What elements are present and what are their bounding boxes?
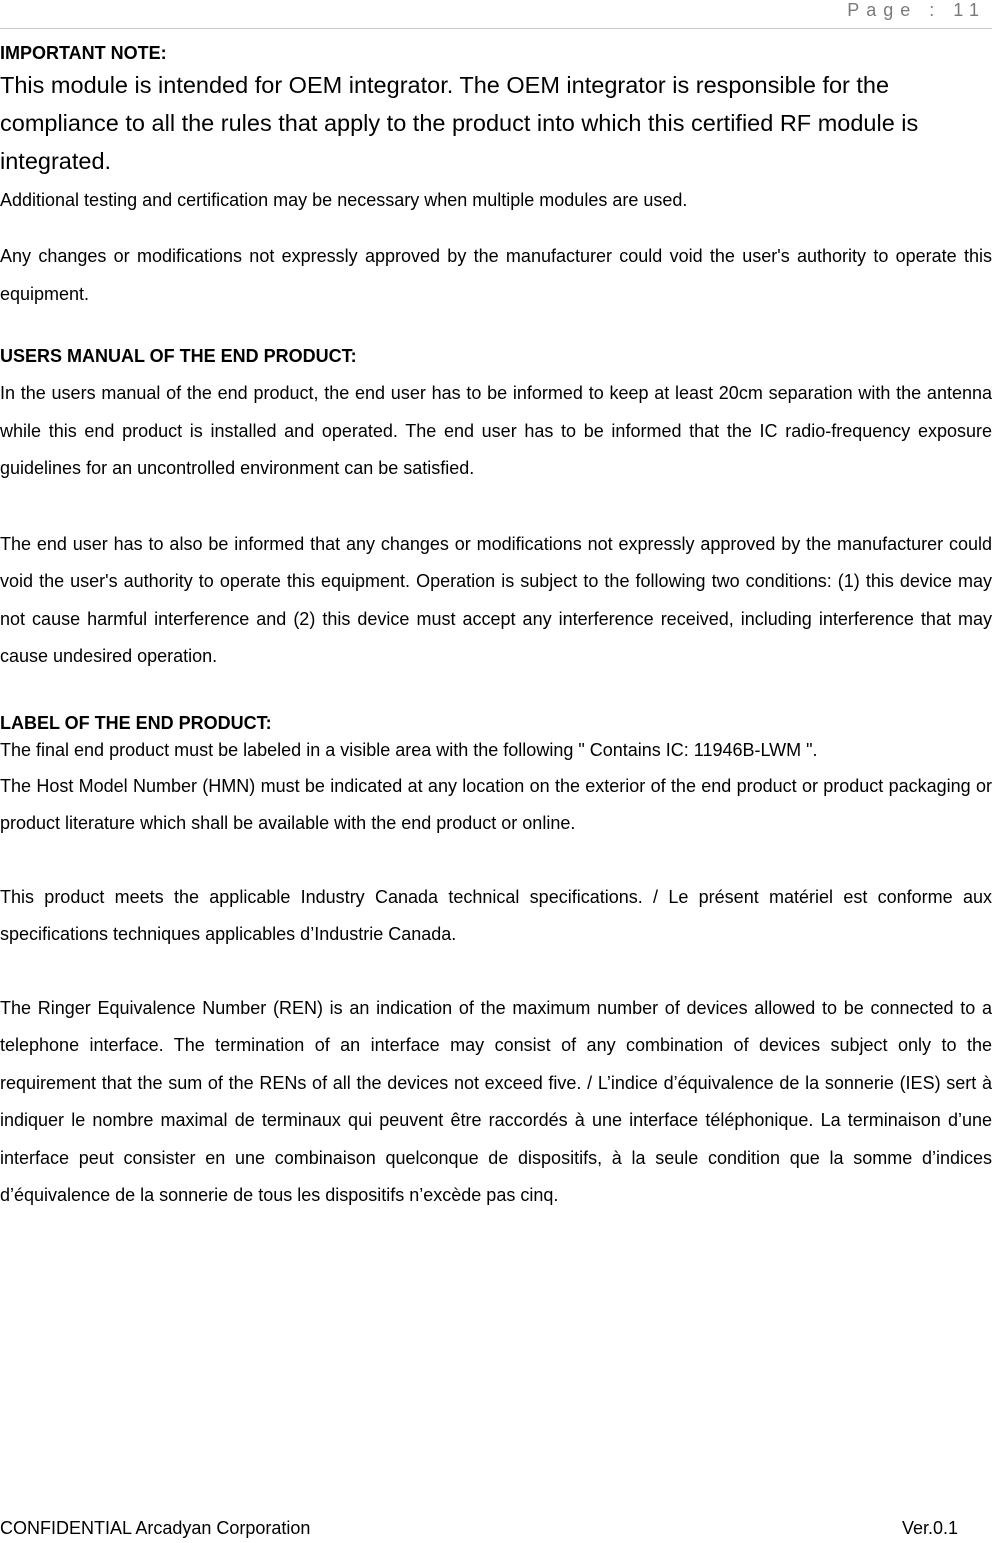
footer-company: CONFIDENTIAL Arcadyan Corporation <box>0 1518 311 1538</box>
label-paragraph-4: The Ringer Equivalence Number (REN) is an indication of the maximum number of devices allowed to be connected to a telephone interface. The termination of an interface may consist of any combination of devices subject only to the requirement that the sum of the RENs of all the devices not exceed five. / L’indice d’équivalence de la sonnerie (IES) sert à indiquer le nombre maximal de terminaux qui peuvent être raccordés à une interface téléphonique. La terminaison d’une interface peut consister en une combinaison quelconque de dispositifs, à la seule condition que la somme d’indices d’équivalence de la sonnerie de tous les dispositifs n’excède pas cinq. <box>0 997 992 1205</box>
document-body <box>0 40 992 1215</box>
footer-version: Ver.0.1 <box>902 1518 959 1538</box>
page-header <box>0 0 992 29</box>
label-paragraph-3: This product meets the applicable Industry Canada technical specifications. / Le présent matériel est conforme aux specifications techniques applicables d’Industrie Canada. <box>0 886 992 944</box>
label-paragraph-1: The final end product must be labeled in a visible area with the following " Contains IC: 11946B-LWM ". <box>0 739 818 760</box>
important-note-paragraph-2: Any changes or modifications not expressly approved by the manufacturer could void the user's authority to operate this equipment. <box>0 246 992 304</box>
users-manual-paragraph-2: The end user has to also be informed that any changes or modifications not expressly approved by the manufacturer could void the user's authority to operate this equipment. Operation is subject to the following two conditions: (1) this device may not cause harmful interference and (2) this device must accept any interference received, including interference that may cause undesired operation. <box>0 533 992 666</box>
important-note-paragraph-1: Additional testing and certification may be necessary when multiple modules are used. <box>0 190 688 210</box>
important-note-lead: This module is intended for OEM integrator. The OEM integrator is responsible for the compliance to all the rules that apply to the product into which this certified RF module is integrated. <box>0 72 919 174</box>
users-manual-heading: USERS MANUAL OF THE END PRODUCT: <box>0 346 357 366</box>
users-manual-paragraph-1: In the users manual of the end product, the end user has to be informed to keep at least 20cm separation with the antenna while this end product is installed and operated. The end user has to be informed that the IC radio-frequency exposure guidelines for an uncontrolled environment can be satisfied. <box>0 383 992 478</box>
important-note-heading: IMPORTANT NOTE: <box>0 43 167 63</box>
label-paragraph-2: The Host Model Number (HMN) must be indicated at any location on the exterior of the end product or product packaging or product literature which shall be available with the end product or online. <box>0 775 992 833</box>
page-number: Page : 11 <box>847 0 986 20</box>
label-heading: LABEL OF THE END PRODUCT: <box>0 712 272 733</box>
